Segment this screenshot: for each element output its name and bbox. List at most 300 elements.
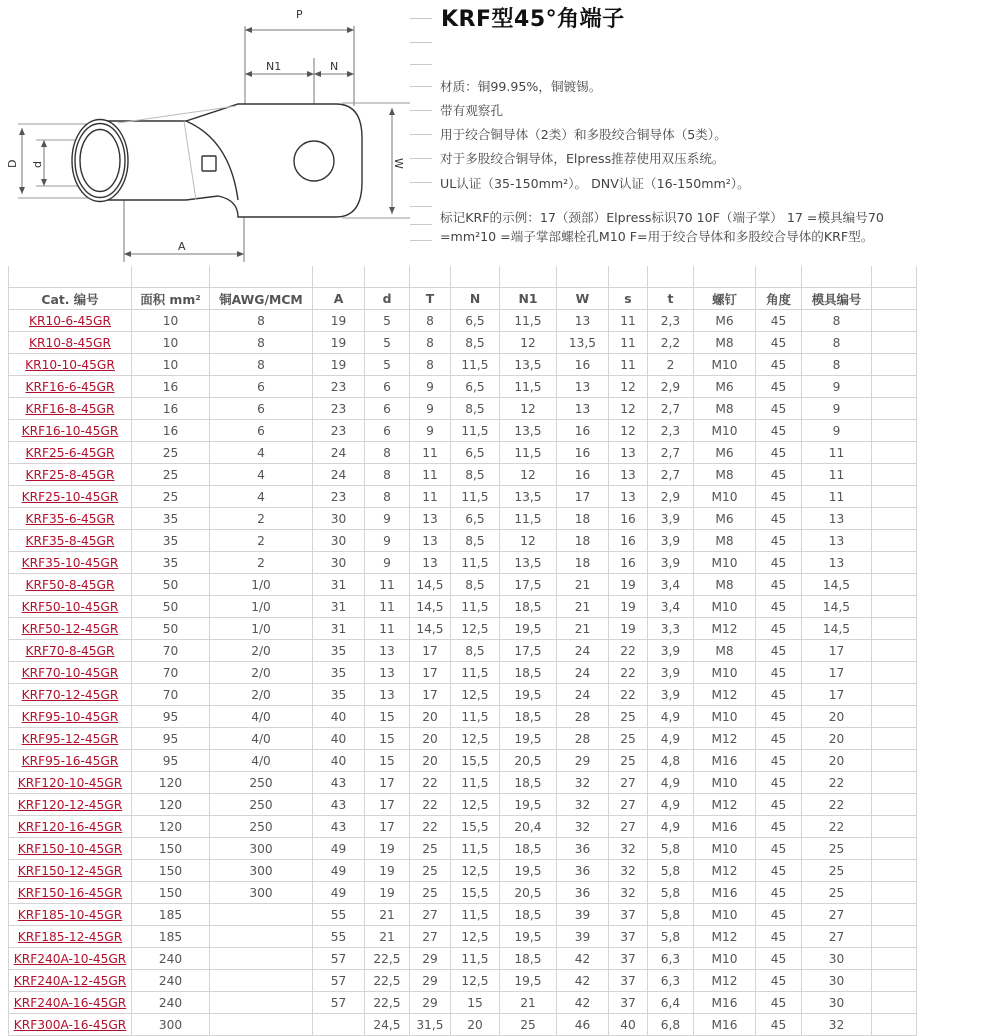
table-cell: 15,5 [451,882,500,904]
table-cell: 22 [410,794,451,816]
table-cell: 14,5 [802,574,872,596]
table-cell: 45 [756,332,802,354]
table-row [9,574,917,596]
table-cell: 19,5 [500,860,557,882]
table-cell: 12 [609,420,648,442]
table-cell: 17 [802,640,872,662]
table-cell: 12,5 [451,926,500,948]
table-cell: 9 [410,398,451,420]
table-cell: 8 [410,310,451,332]
table-cell: 12,5 [451,860,500,882]
table-cell: 45 [756,794,802,816]
table-cell: 16 [132,376,210,398]
table-cell: 5 [365,310,410,332]
product-link[interactable]: KRF25-10-45GR [21,489,119,504]
table-cell: 45 [756,574,802,596]
product-link[interactable]: KRF70-8-45GR [25,643,115,658]
table-cell: 8 [802,332,872,354]
table-row [9,904,917,926]
table-cell: 45 [756,904,802,926]
table-cell: 6 [365,376,410,398]
table-cell: 6 [210,420,313,442]
table-cell-empty [872,860,917,882]
product-link[interactable]: KRF35-6-45GR [25,511,115,526]
table-cell: 22,5 [365,948,410,970]
table-cell: 4/0 [210,706,313,728]
product-link[interactable]: KRF150-16-45GR [17,885,123,900]
table-cell: 13 [410,552,451,574]
table-cell: 17 [410,640,451,662]
table-cell: 15 [365,728,410,750]
table-row [9,706,917,728]
table-cell: 45 [756,530,802,552]
table-cell: 11,5 [500,310,557,332]
table-cell: 5,8 [648,904,694,926]
table-cell: 22 [802,816,872,838]
table-cell: 18,5 [500,706,557,728]
table-cell: 19,5 [500,684,557,706]
table-cell: 5,8 [648,838,694,860]
table-cell: 4,9 [648,728,694,750]
table-cell-empty [872,486,917,508]
table-cell-empty [872,442,917,464]
table-cell: 45 [756,684,802,706]
table-cell: 25 [609,728,648,750]
cell-cat-no [9,486,132,508]
cell-cat-no [9,420,132,442]
table-cell: 12 [500,464,557,486]
product-link[interactable]: KRF50-8-45GR [25,577,115,592]
table-row [9,486,917,508]
table-cell: 4,9 [648,794,694,816]
table-cell: 37 [609,926,648,948]
table-cell: 14,5 [802,618,872,640]
table-cell: 12 [500,398,557,420]
table-cell: 31,5 [410,1014,451,1036]
table-row [9,310,917,332]
table-cell: 19,5 [500,728,557,750]
product-link[interactable]: KRF150-12-45GR [17,863,123,878]
table-cell: 3,4 [648,596,694,618]
table-row [9,794,917,816]
table-cell: 17 [410,684,451,706]
table-cell: 300 [210,860,313,882]
table-cell: 25 [609,706,648,728]
cell-cat-no [9,508,132,530]
col-header: t [648,288,694,310]
table-cell-empty [872,398,917,420]
table-cell: 17 [802,684,872,706]
product-link[interactable]: KRF240A-12-45GR [13,973,127,988]
table-cell: 19,5 [500,618,557,640]
cell-cat-no [9,772,132,794]
table-cell: M12 [694,728,756,750]
table-cell: M10 [694,948,756,970]
table-cell-empty [872,816,917,838]
table-cell: 150 [132,838,210,860]
table-cell: 45 [756,838,802,860]
table-cell: 11,5 [451,904,500,926]
table-cell: 19 [365,838,410,860]
product-link[interactable]: KR10-8-45GR [29,335,111,350]
cell-cat-no [9,728,132,750]
table-cell: 39 [557,904,609,926]
table-cell: 18,5 [500,948,557,970]
bullet-tick [410,182,432,183]
bullet-tick [410,64,432,65]
table-cell: 45 [756,486,802,508]
desc-marking-example: 标记KRF的示例：17（颈部）Elpress标识70 10F（端子掌） 17 =模具编号70 =mm²10 =端子掌部螺栓孔M10 F=用于绞合导体和多股绞合导体的KRF型。 [440,210,884,244]
table-cell: 27 [802,926,872,948]
table-cell: 32 [802,1014,872,1036]
table-cell: 40 [313,750,365,772]
cell-cat-no [9,398,132,420]
table-cell: 70 [132,640,210,662]
table-cell: M8 [694,398,756,420]
table-cell: 35 [132,552,210,574]
product-link[interactable]: KRF16-8-45GR [25,401,115,416]
table-cell: 12,5 [451,794,500,816]
table-cell: 19 [609,596,648,618]
table-cell [210,992,313,1014]
table-cell-empty [872,1014,917,1036]
table-cell: 57 [313,970,365,992]
table-cell [313,1014,365,1036]
table-cell: M10 [694,596,756,618]
table-cell: 45 [756,398,802,420]
table-cell: 6,5 [451,310,500,332]
table-cell: 13 [410,530,451,552]
table-cell: M10 [694,838,756,860]
product-link[interactable]: KRF240A-16-45GR [13,995,127,1010]
table-cell: 8,5 [451,574,500,596]
table-cell: 20 [802,750,872,772]
table-cell: 45 [756,464,802,486]
table-cell: 25 [802,882,872,904]
product-link[interactable]: KRF70-12-45GR [21,687,119,702]
table-cell: 20 [410,750,451,772]
table-cell-empty [872,662,917,684]
table-cell: 20,5 [500,882,557,904]
table-cell: 3,4 [648,574,694,596]
table-row [9,398,917,420]
cell-cat-no [9,442,132,464]
product-link[interactable]: KRF25-6-45GR [25,445,115,460]
table-cell: 2 [210,508,313,530]
table-cell: 13 [802,508,872,530]
table-cell-empty [872,772,917,794]
product-link[interactable]: KRF120-10-45GR [17,775,123,790]
cell-cat-no [9,948,132,970]
table-cell: 14,5 [410,574,451,596]
table-cell: 27 [410,904,451,926]
table-cell: 300 [210,838,313,860]
product-link[interactable]: KRF70-10-45GR [21,665,119,680]
table-cell: 13,5 [557,332,609,354]
table-cell: 20,5 [500,750,557,772]
table-cell: 22 [609,662,648,684]
table-cell: 37 [609,948,648,970]
product-link[interactable]: KRF16-6-45GR [25,379,115,394]
table-cell: 31 [313,596,365,618]
table-cell: 23 [313,420,365,442]
table-cell: 20 [410,728,451,750]
table-cell: 16 [132,398,210,420]
table-cell: 45 [756,310,802,332]
table-cell: 13,5 [500,420,557,442]
table-cell: 10 [132,354,210,376]
table-cell: 20 [802,706,872,728]
product-link[interactable]: KRF95-10-45GR [21,709,119,724]
table-cell: M16 [694,816,756,838]
table-cell: 19,5 [500,970,557,992]
table-cell: 45 [756,1014,802,1036]
table-cell: M8 [694,530,756,552]
table-cell: 6 [365,398,410,420]
table-cell-empty [872,508,917,530]
table-cell: 37 [609,992,648,1014]
table-cell: 4,9 [648,816,694,838]
col-header: A [313,288,365,310]
table-cell: 24 [313,464,365,486]
product-link[interactable]: KRF35-10-45GR [21,555,119,570]
product-link[interactable]: KRF50-12-45GR [21,621,119,636]
table-cell: 240 [132,948,210,970]
product-link[interactable]: KR10-6-45GR [29,313,111,328]
table-cell-empty [872,904,917,926]
table-cell: 29 [410,992,451,1014]
table-cell-empty [872,926,917,948]
cell-cat-no [9,926,132,948]
table-cell: 37 [609,904,648,926]
table-cell-empty [872,992,917,1014]
table-cell: 11,5 [500,442,557,464]
table-cell: 22 [802,794,872,816]
desc-conductors: 用于绞合铜导体（2类）和多股绞合铜导体（5类）。 [440,127,727,142]
table-row [9,926,917,948]
table-cell: 1/0 [210,574,313,596]
table-cell: 57 [313,992,365,1014]
table-cell: M10 [694,420,756,442]
table-cell-empty [872,684,917,706]
product-link[interactable]: KRF120-12-45GR [17,797,123,812]
table-cell: 8,5 [451,640,500,662]
table-cell: M8 [694,640,756,662]
cell-cat-no [9,376,132,398]
table-cell: 11,5 [451,596,500,618]
table-cell: 2,3 [648,420,694,442]
table-cell: 22 [410,772,451,794]
cell-cat-no [9,1014,132,1036]
dim-label-p: P [296,8,303,21]
dim-label-d-inner: d [31,161,44,168]
table-cell: 11 [609,354,648,376]
table-cell: 45 [756,442,802,464]
table-cell: 14,5 [802,596,872,618]
product-link[interactable]: KRF150-10-45GR [17,841,123,856]
table-cell: 6,8 [648,1014,694,1036]
table-cell: 12 [500,332,557,354]
table-cell: 28 [557,728,609,750]
cell-cat-no [9,706,132,728]
table-cell: 55 [313,904,365,926]
product-link[interactable]: KRF25-8-45GR [25,467,115,482]
table-cell: 45 [756,640,802,662]
table-cell: 32 [557,816,609,838]
table-cell: 45 [756,376,802,398]
col-header: 面积 mm² [132,288,210,310]
table-cell: 300 [210,882,313,904]
cell-cat-no [9,816,132,838]
table-row [9,662,917,684]
table-cell: 42 [557,992,609,1014]
bullet-tick [410,224,432,225]
table-cell-empty [872,640,917,662]
table-cell: M10 [694,486,756,508]
dim-label-w: W [392,158,405,169]
table-cell: 43 [313,794,365,816]
table-cell: 3,3 [648,618,694,640]
table-cell: 5 [365,332,410,354]
table-cell: 6 [365,420,410,442]
product-link[interactable]: KRF95-12-45GR [21,731,119,746]
cell-cat-no [9,332,132,354]
table-cell: 25 [802,860,872,882]
table-cell: 6,3 [648,970,694,992]
table-cell: 17 [365,772,410,794]
table-cell: 2,7 [648,442,694,464]
table-cell: 43 [313,816,365,838]
table-cell: 6 [210,376,313,398]
product-link[interactable]: KRF35-8-45GR [25,533,115,548]
table-cell: 16 [557,464,609,486]
table-cell: 20 [451,1014,500,1036]
table-cell: 25 [410,882,451,904]
table-cell: 35 [132,508,210,530]
table-cell: 45 [756,948,802,970]
table-cell: 36 [557,838,609,860]
table-cell [210,970,313,992]
product-link[interactable]: KRF95-16-45GR [21,753,119,768]
table-cell: 11 [802,442,872,464]
table-cell: 13 [365,684,410,706]
table-row [9,530,917,552]
bullet-tick [410,18,432,19]
table-cell: 11 [410,442,451,464]
table-cell: 45 [756,728,802,750]
product-link[interactable]: KRF185-10-45GR [17,907,123,922]
table-row [9,992,917,1014]
table-cell: 2 [210,530,313,552]
table-cell: 1/0 [210,596,313,618]
cell-cat-no [9,596,132,618]
table-cell: 39 [557,926,609,948]
table-cell: 19 [313,332,365,354]
table-cell: 13 [557,398,609,420]
table-cell: M16 [694,992,756,1014]
table-cell: 13 [609,442,648,464]
table-cell: 27 [410,926,451,948]
product-link[interactable]: KR10-10-45GR [25,357,115,372]
table-cell: 4/0 [210,750,313,772]
table-cell: M8 [694,464,756,486]
table-cell: 1/0 [210,618,313,640]
table-cell: 8,5 [451,398,500,420]
product-link[interactable]: KRF16-10-45GR [21,423,119,438]
table-row [9,816,917,838]
bullet-tick [410,206,432,207]
table-cell: 45 [756,750,802,772]
table-cell: 11,5 [451,420,500,442]
product-link[interactable]: KRF120-16-45GR [17,819,123,834]
table-cell: 8 [210,354,313,376]
page-title: KRF型45°角端子 [441,7,625,32]
table-cell: 95 [132,728,210,750]
col-header-empty [872,288,917,310]
table-cell: M6 [694,376,756,398]
product-link[interactable]: KRF185-12-45GR [17,929,123,944]
table-cell: 9 [802,376,872,398]
table-cell: 21 [557,574,609,596]
table-cell-empty [872,552,917,574]
table-cell-empty [872,420,917,442]
cell-cat-no [9,574,132,596]
table-cell: 45 [756,420,802,442]
table-cell: M16 [694,882,756,904]
table-cell: 45 [756,354,802,376]
bullet-tick [410,110,432,111]
table-cell: 4 [210,442,313,464]
table-cell-empty [872,794,917,816]
cell-cat-no [9,904,132,926]
table-cell: 6,5 [451,442,500,464]
table-row [9,684,917,706]
table-cell: 16 [132,420,210,442]
table-cell: 19 [313,310,365,332]
product-link[interactable]: KRF50-10-45GR [21,599,119,614]
table-cell: 27 [609,772,648,794]
table-cell: 20 [802,728,872,750]
table-cell: 2/0 [210,662,313,684]
table-cell: 4/0 [210,728,313,750]
product-table [8,266,917,1036]
table-cell-empty [872,706,917,728]
col-header: 模具编号 [802,288,872,310]
table-cell: 15,5 [451,750,500,772]
table-cell: 21 [557,596,609,618]
product-link[interactable]: KRF300A-16-45GR [13,1017,127,1032]
cell-cat-no [9,684,132,706]
table-cell-empty [872,332,917,354]
table-cell: M12 [694,684,756,706]
bullet-tick [410,42,432,43]
table-cell: 13 [410,508,451,530]
cell-cat-no [9,750,132,772]
table-cell: 45 [756,618,802,640]
table-cell: 95 [132,750,210,772]
cell-cat-no [9,354,132,376]
table-cell: 70 [132,662,210,684]
table-cell: 3,9 [648,662,694,684]
product-link[interactable]: KRF240A-10-45GR [13,951,127,966]
table-header-row [9,288,917,310]
table-row [9,882,917,904]
table-cell-empty [872,354,917,376]
table-cell: 40 [313,728,365,750]
table-cell: 10 [132,332,210,354]
table-cell: 19 [365,882,410,904]
table-cell: 70 [132,684,210,706]
